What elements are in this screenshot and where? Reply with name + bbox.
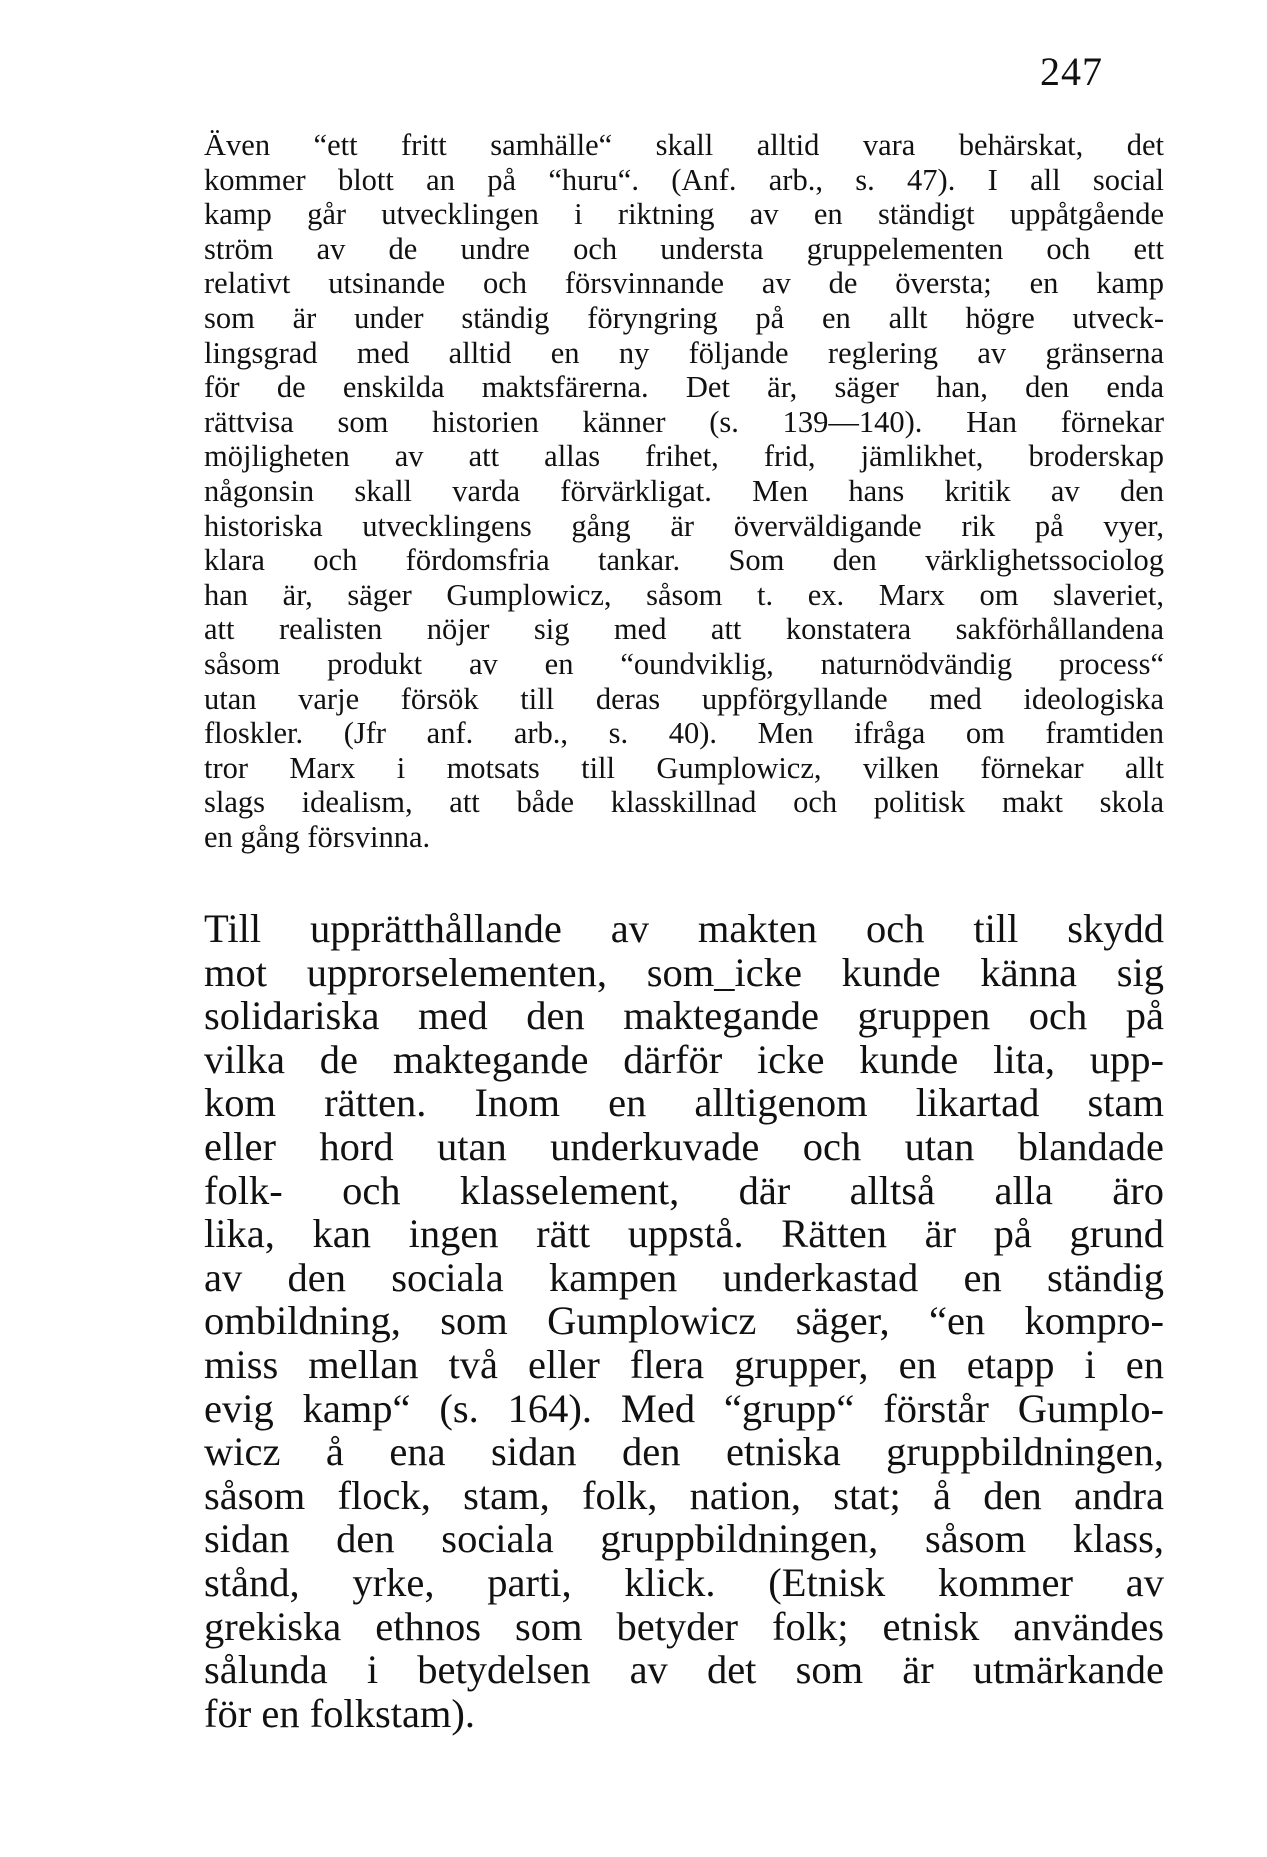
- text-line: kommer blott an på “huru“. (Anf. arb., s. 47). I all social: [204, 162, 1164, 197]
- text-line: historiska utvecklingens gång är överväldigande rik på vyer,: [204, 508, 1164, 543]
- text-line: en gång försvinna.: [204, 819, 431, 854]
- text-line: slags idealism, att både klasskillnad och politisk makt skola: [204, 785, 1164, 820]
- text-line: han är, säger Gumplowicz, såsom t. ex. Marx om slaveriet,: [204, 577, 1164, 612]
- text-line: klara och fördomsfria tankar. Som den värklighetssociolog: [204, 543, 1164, 578]
- text-line: för de enskilda maktsfärerna. Det är, säger han, den enda: [204, 370, 1164, 405]
- text-line: tror Marx i motsats till Gumplowicz, vilken förnekar allt: [204, 750, 1164, 785]
- text-line: ombildning, som Gumplowicz säger, “en kompro-: [204, 1298, 1164, 1344]
- text-line: att realisten nöjer sig med att konstatera sakförhållandena: [204, 612, 1164, 647]
- text-line: grekiska ethnos som betyder folk; etnisk användes: [204, 1603, 1164, 1649]
- text-line: sidan den sociala gruppbildningen, såsom klass,: [204, 1516, 1164, 1562]
- text-line: floskler. (Jfr anf. arb., s. 40). Men ifråga om framtiden: [204, 716, 1164, 751]
- text-line: ström av de undre och understa gruppelementen och ett: [204, 231, 1164, 266]
- text-line: evig kamp“ (s. 164). Med “grupp“ förstår Gumplo-: [204, 1385, 1164, 1431]
- text-line: såsom flock, stam, folk, nation, stat; å den andra: [204, 1472, 1164, 1518]
- text-line: stånd, yrke, parti, klick. (Etnisk kommer av: [204, 1559, 1164, 1605]
- text-line: wicz å ena sidan den etniska gruppbildningen,: [204, 1429, 1164, 1475]
- paragraph-small-print: [204, 128, 1164, 854]
- text-line: utan varje försök till deras uppförgyllande med ideologiska: [204, 681, 1164, 716]
- text-line: kamp går utvecklingen i riktning av en ständigt uppåtgående: [204, 197, 1164, 232]
- text-line: Även “ett fritt samhälle“ skall alltid vara behärskat, det: [204, 128, 1164, 162]
- text-line: för en folkstam).: [204, 1690, 476, 1736]
- paragraph-large-print: [204, 907, 1164, 1735]
- text-line: folk- och klasselement, där alltså alla äro: [204, 1167, 1164, 1213]
- page-number: 247: [1040, 49, 1103, 94]
- text-line: relativt utsinande och försvinnande av de översta; en kamp: [204, 266, 1164, 301]
- text-line: sålunda i betydelsen av det som är utmärkande: [204, 1647, 1164, 1693]
- text-line: vilka de maktegande därför icke kunde lita, upp-: [204, 1036, 1164, 1082]
- text-line: lingsgrad med alltid en ny följande reglering av gränserna: [204, 335, 1164, 370]
- text-line: lika, kan ingen rätt uppstå. Rätten är på grund: [204, 1211, 1164, 1257]
- text-line: kom rätten. Inom en alltigenom likartad stam: [204, 1080, 1164, 1126]
- text-line: miss mellan två eller flera grupper, en etapp i en: [204, 1341, 1164, 1387]
- text-line: såsom produkt av en “oundviklig, naturnödvändig process“: [204, 646, 1164, 681]
- text-line: av den sociala kampen underkastad en ständig: [204, 1254, 1164, 1300]
- text-line: möjligheten av att allas frihet, frid, jämlikhet, broderskap: [204, 439, 1164, 474]
- text-line: solidariska med den maktegande gruppen och på: [204, 993, 1164, 1039]
- text-line: någonsin skall varda förvärkligat. Men hans kritik av den: [204, 473, 1164, 508]
- text-line: som är under ständig föryngring på en allt högre utveck-: [204, 300, 1164, 335]
- text-line: rättvisa som historien känner (s. 139—140). Han förnekar: [204, 404, 1164, 439]
- text-line: Till upprätthållande av makten och till skydd: [204, 906, 1164, 951]
- text-line: eller hord utan underkuvade och utan blandade: [204, 1123, 1164, 1169]
- text-line: mot upprorselementen, som_icke kunde känna sig: [204, 949, 1164, 995]
